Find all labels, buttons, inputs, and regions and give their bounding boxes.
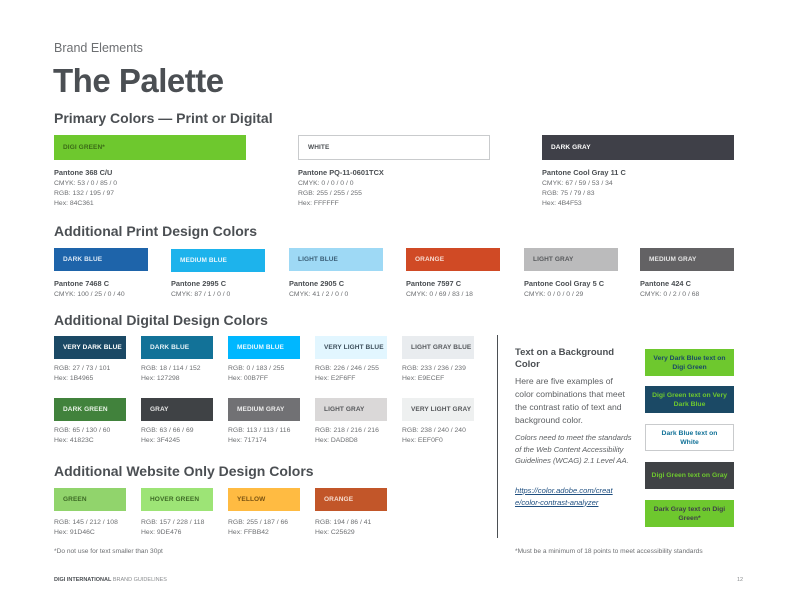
rgb-value: RGB: 255 / 187 / 66 — [228, 519, 289, 526]
color-info — [171, 278, 281, 300]
pantone-name: Pantone Cool Gray 11 C — [542, 168, 626, 177]
contrast-analyzer-link[interactable]: https://color.adobe.com/create/color-contrast-analyzer — [515, 486, 613, 507]
footer-brand-name: DIGI INTERNATIONAL — [54, 577, 112, 583]
sidebar-title: Text on a Background Color — [515, 347, 615, 370]
color-swatch: DARK GREEN — [54, 398, 126, 421]
hex-value: Hex: 9DE476 — [141, 529, 182, 536]
hex-value: Hex: EEF0F0 — [402, 437, 443, 444]
hex-value: Hex: 00B7FF — [228, 375, 269, 382]
cmyk-value: CMYK: 0 / 2 / 0 / 68 — [640, 291, 700, 298]
color-swatch: DIGI GREEN* — [54, 135, 246, 160]
rgb-value: RGB: 75 / 79 / 83 — [542, 190, 595, 197]
hex-value: Hex: E2F6FF — [315, 375, 356, 382]
color-swatch: LIGHT GRAY BLUE — [402, 336, 474, 359]
color-info — [640, 278, 750, 300]
color-info — [141, 426, 227, 446]
hex-value: Hex: 1B4965 — [54, 375, 94, 382]
rgb-value: RGB: 238 / 240 / 240 — [402, 427, 466, 434]
page-title: The Palette — [53, 62, 224, 99]
color-info — [54, 278, 164, 300]
color-swatch: YELLOW — [228, 488, 300, 511]
color-info — [141, 518, 227, 538]
sidebar-body: Here are five examples of color combinations that meet the contrast ratio of text and background color. — [515, 376, 625, 425]
color-swatch: LIGHT GRAY — [315, 398, 387, 421]
cmyk-value: CMYK: 100 / 25 / 0 / 40 — [54, 291, 125, 298]
contrast-example: Dark Blue text on White — [645, 424, 734, 451]
hex-value: Hex: 91D46C — [54, 529, 95, 536]
rgb-value: RGB: 63 / 66 / 69 — [141, 427, 194, 434]
color-info — [315, 426, 401, 446]
color-info — [406, 278, 516, 300]
eyebrow-label: Brand Elements — [54, 41, 143, 55]
pantone-name: Pantone 7468 C — [54, 279, 110, 288]
sidebar-footnote: *Must be a minimum of 18 points to meet accessibility standards — [515, 548, 703, 555]
color-info — [315, 518, 401, 538]
hex-value: Hex: 717174 — [228, 437, 267, 444]
color-swatch: LIGHT GRAY — [524, 248, 618, 271]
cmyk-value: CMYK: 41 / 2 / 0 / 0 — [289, 291, 349, 298]
color-swatch: VERY LIGHT BLUE — [315, 336, 387, 359]
color-swatch: GRAY — [141, 398, 213, 421]
rgb-value: RGB: 226 / 246 / 255 — [315, 365, 379, 372]
cmyk-value: CMYK: 53 / 0 / 85 / 0 — [54, 180, 118, 187]
contrast-example: Dark Gray text on Digi Green* — [645, 500, 734, 527]
color-info — [228, 364, 314, 384]
hex-value: Hex: 84C361 — [54, 200, 94, 207]
hex-value: Hex: FFFFFF — [298, 200, 339, 207]
color-swatch: ORANGE — [315, 488, 387, 511]
rgb-value: RGB: 157 / 228 / 118 — [141, 519, 205, 526]
color-info — [289, 278, 399, 300]
color-info — [141, 364, 227, 384]
color-info — [54, 518, 140, 538]
hex-value: Hex: 4B4F53 — [542, 200, 582, 207]
rgb-value: RGB: 18 / 114 / 152 — [141, 365, 201, 372]
color-swatch: MEDIUM GRAY — [640, 248, 734, 271]
color-info — [542, 167, 732, 209]
color-info — [54, 364, 140, 384]
color-swatch: MEDIUM BLUE — [228, 336, 300, 359]
color-swatch: MEDIUM BLUE — [171, 249, 265, 272]
rgb-value: RGB: 0 / 183 / 255 — [228, 365, 285, 372]
color-swatch: DARK BLUE — [54, 248, 148, 271]
print-heading: Additional Print Design Colors — [54, 223, 258, 239]
rgb-value: RGB: 194 / 86 / 41 — [315, 519, 372, 526]
color-info — [228, 426, 314, 446]
color-swatch: VERY DARK BLUE — [54, 336, 126, 359]
rgb-value: RGB: 113 / 113 / 116 — [228, 427, 291, 434]
hex-value: Hex: E9ECEF — [402, 375, 445, 382]
rgb-value: RGB: 145 / 212 / 108 — [54, 519, 118, 526]
color-info — [228, 518, 314, 538]
hex-value: Hex: DAD8D8 — [315, 437, 358, 444]
color-swatch: DARK GRAY — [542, 135, 734, 160]
pantone-name: Pantone 2995 C — [171, 279, 227, 288]
rgb-value: RGB: 132 / 195 / 97 — [54, 190, 115, 197]
color-info — [402, 426, 488, 446]
contrast-example: Digi Green text on Gray — [645, 462, 734, 489]
color-swatch: VERY LIGHT GRAY — [402, 398, 474, 421]
hex-value: Hex: C25629 — [315, 529, 355, 536]
contrast-example: Very Dark Blue text on Digi Green — [645, 349, 734, 376]
rgb-value: RGB: 65 / 130 / 60 — [54, 427, 111, 434]
vertical-divider — [497, 335, 498, 538]
color-swatch: LIGHT BLUE — [289, 248, 383, 271]
pantone-name: Pantone 2905 C — [289, 279, 345, 288]
contrast-example: Digi Green text on Very Dark Blue — [645, 386, 734, 413]
pantone-name: Pantone 368 C/U — [54, 168, 113, 177]
rgb-value: RGB: 233 / 236 / 239 — [402, 365, 466, 372]
pantone-name: Pantone 7597 C — [406, 279, 462, 288]
color-swatch: GREEN — [54, 488, 126, 511]
cmyk-value: CMYK: 0 / 0 / 0 / 29 — [524, 291, 584, 298]
primary-heading: Primary Colors — Print or Digital — [54, 110, 273, 126]
cmyk-value: CMYK: 67 / 59 / 53 / 34 — [542, 180, 613, 187]
color-info — [298, 167, 488, 209]
color-swatch: WHITE — [298, 135, 490, 160]
color-swatch: HOVER GREEN — [141, 488, 213, 511]
color-info — [524, 278, 634, 300]
website-footnote: *Do not use for text smaller than 30pt — [54, 548, 163, 555]
hex-value: Hex: 3F4245 — [141, 437, 180, 444]
color-swatch: ORANGE — [406, 248, 500, 271]
website-heading: Additional Website Only Design Colors — [54, 463, 314, 479]
color-info — [54, 426, 140, 446]
rgb-value: RGB: 218 / 216 / 216 — [315, 427, 379, 434]
rgb-value: RGB: 27 / 73 / 101 — [54, 365, 111, 372]
hex-value: Hex: FFBB42 — [228, 529, 269, 536]
page-number: 12 — [737, 577, 744, 583]
hex-value: Hex: 41823C — [54, 437, 94, 444]
sidebar-note: Colors need to meet the standards of the Web Content Accessibility Guidelines (WCAG) 2.1 Level AA. — [515, 433, 632, 465]
footer-suffix: BRAND GUIDELINES — [111, 577, 167, 583]
color-swatch: DARK BLUE — [141, 336, 213, 359]
pantone-name: Pantone 424 C — [640, 279, 691, 288]
footer-brand — [54, 577, 167, 583]
rgb-value: RGB: 255 / 255 / 255 — [298, 190, 362, 197]
cmyk-value: CMYK: 87 / 1 / 0 / 0 — [171, 291, 231, 298]
pantone-name: Pantone Cool Gray 5 C — [524, 279, 605, 288]
pantone-name: Pantone PQ-11-0601TCX — [298, 168, 384, 177]
cmyk-value: CMYK: 0 / 0 / 0 / 0 — [298, 180, 354, 187]
cmyk-value: CMYK: 0 / 69 / 83 / 18 — [406, 291, 473, 298]
hex-value: Hex: 127298 — [141, 375, 180, 382]
color-info — [402, 364, 488, 384]
color-swatch: MEDIUM GRAY — [228, 398, 300, 421]
digital-heading: Additional Digital Design Colors — [54, 312, 268, 328]
color-info — [315, 364, 401, 384]
color-info — [54, 167, 244, 209]
